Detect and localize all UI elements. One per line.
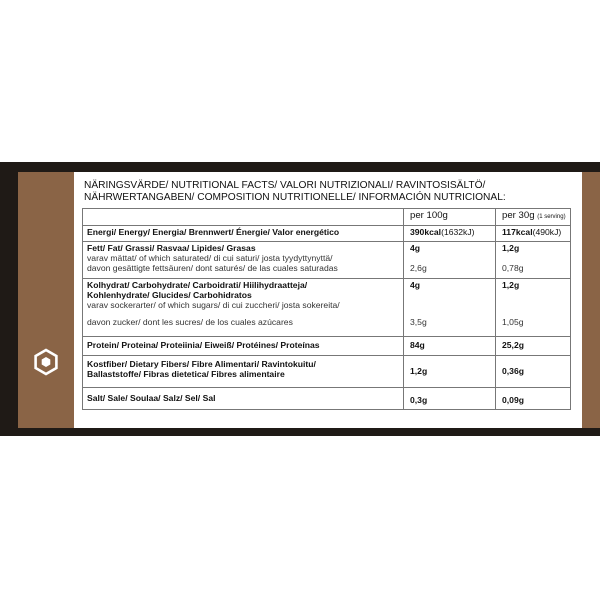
salt-100: 0,3g: [404, 388, 496, 410]
table-row-fat: [83, 242, 571, 279]
energy-label: Energi/ Energy/ Energia/ Brennwert/ Énergie/ Valor energético: [83, 226, 404, 242]
nutrition-title: [82, 180, 570, 208]
carb-100: 4g: [410, 280, 421, 290]
saturated-100: 2,6g: [410, 262, 427, 273]
fiber-label-1: Kostfiber/ Dietary Fibers/ Fibre Alimentari/ Ravintokuitu/: [87, 359, 316, 369]
title-line-1: NÄRINGSVÄRDE/ NUTRITIONAL FACTS/ VALORI NUTRIZIONALI/ RAVINTOSISÄLTÖ/: [84, 180, 486, 191]
fat-saturated-label-1: varav mättat/ of which saturated/ di cui saturi/ josta tyydyttynyttä/: [87, 252, 333, 263]
fat-label-cell: [83, 242, 404, 279]
brand-subname: OMNINUTRITION: [57, 447, 64, 507]
sugars-100: 3,5g: [410, 316, 427, 327]
carb-label-2: Kohlenhydrate/ Glucides/ Carbohidratos: [87, 289, 252, 300]
energy-kj-30: (490kJ): [532, 227, 562, 237]
carb-per-100g: [404, 279, 496, 337]
energy-kcal-100: 390kcal: [410, 227, 442, 237]
table-row-protein: [83, 337, 571, 356]
protein-label: Protein/ Proteina/ Proteiinia/ Eiweiß/ Protéines/ Proteínas: [83, 337, 404, 356]
table-row-carbohydrate: [83, 279, 571, 337]
carb-label-cell: [83, 279, 404, 337]
carb-30: 1,2g: [502, 280, 520, 290]
protein-30: 25,2g: [496, 337, 571, 356]
sugars-label-1: varav sockerarter/ of which sugars/ di cui zuccheri/ josta sokereita/: [87, 299, 340, 310]
table-header-row: [83, 209, 571, 226]
brand-name: SELF: [34, 463, 57, 517]
fiber-label-cell: [83, 356, 404, 388]
fat-30: 1,2g: [502, 243, 520, 253]
table-row-salt: [83, 388, 571, 410]
fiber-30: 0,36g: [496, 356, 571, 388]
column-per-30g-label: per 30g: [502, 210, 535, 221]
energy-per-100g: [404, 226, 496, 242]
fat-saturated-label-2: davon gesättigte fettsäuren/ dont saturés/ de las cuales saturadas: [87, 262, 338, 273]
nutrition-table: [82, 208, 571, 410]
table-row-energy: [83, 226, 571, 242]
saturated-30: 0,78g: [502, 262, 524, 273]
energy-per-30g: [496, 226, 571, 242]
column-per-100g: per 100g: [404, 209, 496, 226]
salt-label: Salt/ Sale/ Soulaa/ Salz/ Sel/ Sal: [83, 388, 404, 410]
fiber-100: 1,2g: [404, 356, 496, 388]
protein-100: 84g: [404, 337, 496, 356]
fat-100: 4g: [410, 243, 421, 253]
column-per-30g: [496, 209, 571, 226]
energy-kcal-30: 117kcal: [502, 227, 533, 237]
fat-per-30g: [496, 242, 571, 279]
fat-per-100g: [404, 242, 496, 279]
fiber-label-2: Ballaststoffe/ Fibras dietetica/ Fibres alimentaire: [87, 368, 285, 379]
brand-logo: [18, 172, 74, 517]
header-empty-cell: [83, 209, 404, 226]
carb-per-30g: [496, 279, 571, 337]
nutrition-panel: [74, 172, 582, 428]
hexagon-icon: [36, 350, 57, 374]
sugars-30: 1,05g: [502, 316, 524, 327]
title-line-2: NÄHRWERTANGABEN/ COMPOSITION NUTRITIONELLE/ INFORMACIÓN NUTRICIONAL:: [84, 192, 506, 203]
salt-30: 0,09g: [496, 388, 571, 410]
carb-label-1: Kolhydrat/ Carbohydrate/ Carboidrati/ Hiilihydraatteja/: [87, 280, 308, 290]
sugars-label-2: davon zucker/ dont les sucres/ de los cuales azúcares: [87, 317, 293, 328]
right-strip: [582, 172, 600, 428]
fat-label: Fett/ Fat/ Grassi/ Rasvaa/ Lipides/ Grasas: [87, 243, 256, 253]
table-row-fiber: [83, 356, 571, 388]
serving-note: (1 serving): [537, 214, 566, 220]
energy-kj-100: (1632kJ): [441, 227, 475, 237]
